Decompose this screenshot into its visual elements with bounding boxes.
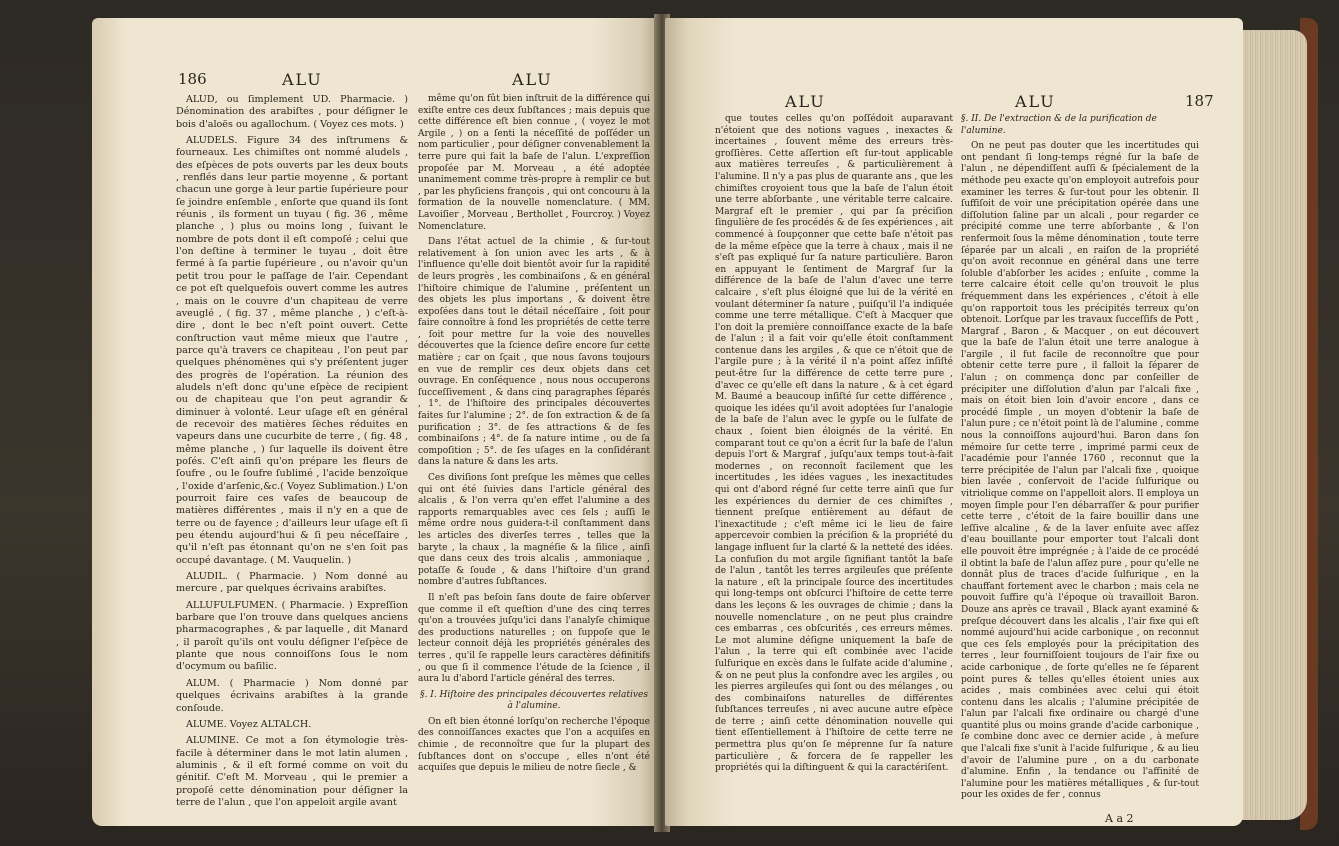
dictionary-entry bbox=[176, 571, 408, 596]
paragraph: même qu'on fût bien inſtruit de la différence qui exiſte entre ces deux ſubſtances ; mais depuis que cette différence eſt bien connue , ( voyez le mot Argile , ) on a ſenti la néceſſité de poſſéder un nom particulier , pour déſigner convenablement la terre pure qui fait la baſe de l'alun. L'expreſſion propoſée par M. Morveau , a été adoptée unanimement comme très-propre à remplir ce but , par les phyſiciens françois , qui ont concouru à la formation de la nouvelle nomenclature. ( MM. Lavoiſier , Morveau , Berthollet , Fourcroy. ) Voyez Nomenclature. bbox=[418, 94, 650, 232]
dictionary-entry bbox=[176, 678, 408, 715]
entry-text: , ou ſimplement UD. Pharmacie. ) Dénomination des arabiſtes , pour déſigner le bois d'aloës ou agallochum. ( Voyez ces mots. ) bbox=[176, 94, 408, 130]
entry-headword: ALUDIL bbox=[186, 571, 225, 583]
paragraph: Ces diviſions ſont preſque les mêmes que celles qui ont été ſuivies dans l'article général des alcalis , & l'on verra qu'en effet l'alumine a des rapports remarquables avec ces ſels ; auſſi le même ordre nous guidera-t-il conſtamment dans les articles des diverſes terres , telles que la baryte , la chaux , la magnéſie & la ſilice , ainſi que dans ceux des trois alcalis , ammoniaque , potaſſe & ſoude , & dans l'hiſtoire d'un grand nombre d'autres ſubſtances. bbox=[418, 473, 650, 588]
running-head: ALU bbox=[1015, 92, 1056, 111]
dictionary-entry bbox=[176, 135, 408, 567]
signature-mark: A a 2 bbox=[1105, 812, 1134, 825]
entry-headword: ALUDELS bbox=[186, 135, 235, 147]
entry-headword: ALUM bbox=[186, 677, 217, 689]
running-head: ALU bbox=[512, 70, 553, 89]
text-column bbox=[715, 114, 953, 779]
right-page bbox=[665, 18, 1243, 826]
paragraph: que toutes celles qu'on poſſédoit auparavant n'étoient que des notions vagues , inexactes & incertaines , ſouvent même des erreurs très-groſſières. Cette aſſertion eſt ſur-tout applicable aux matières terreuſes , & particulièrement à l'alumine. Il n'y a pas plus de quarante ans , que les chimiſtes croyoient tous que la baſe de l'alun étoit une terre abſorbante , une véritable terre calcaire. Margraf eſt le premier , qui par ſa préciſion ſingulière de ſes procédés & de ſes expériences , ait commencé à ſoupçonner que cette baſe n'étoit pas de la même eſpèce que la terre à chaux , mais il ne s'eſt pas expliqué ſur ſa nature particulière. Baron en appuyant le ſentiment de Margraf ſur la différence de la baſe de l'alun d'avec une terre calcaire , s'eſt plus éloigné que lui de la vérité en voulant déterminer ſa nature , puiſqu'il l'a indiquée comme une terre métallique. C'eſt à Macquer que l'on doit la première connoiſſance exacte de la baſe de l'alun ; il a fait voir qu'elle étoit conſtamment contenue dans les argiles , & que ce n'étoit que de l'argile pure ; à la vérité il n'a point aſſez inſiſté peut-être ſur la différence de cette terre pure , d'avec ce qu'elle eſt dans la nature , & à cet égard M. Baumé a beaucoup inſiſté ſur cette différence , quoique les idées qu'il avoit adoptées ſur l'analogie de la baſe de l'alun avec le gypſe ou le ſulfate de chaux , ſoient bien éloignés de la vérité. En comparant tout ce qu'on a écrit ſur la baſe de l'alun depuis l'ort & Margraf , juſqu'aux temps tout-à-fait modernes , on reconnoît facilement que les incertitudes , les idées vagues , les inexactitudes qui ont d'abord régné ſur cette terre ainſi que ſur les expériences du dernier de ces chimiſtes , tiennent preſque entièrement au défaut de l'inexactitude ; c'eſt même ici le lieu de faire appercevoir combien la préciſion & la propriété du langage influent ſur la clarté & la netteté des idées. La confuſion du mot argile ſignifiant tantôt la baſe de l'alun , tantôt les terres argileuſes que préſente la nature , eſt la principale ſource des incertitudes qui long-temps ont obſcurci l'hiſtoire de cette terre dans les leçons & les ouvrages de chimie ; dans la nouvelle nomenclature , on ne peut plus craindre ces embarras , ces obſcurités , ces erreurs mêmes. Le mot alumine déſigne uniquement la baſe de l'alun , la terre qui eſt combinée avec l'acide ſulfurique en excès dans le ſulfate acide d'alumine , & on ne peut plus la confondre avec les argiles , ou les pierres argileuſes qui ſont ou des mélanges , ou des combinaiſons naturelles de différentes ſubſtances terreuſes , ni avec aucune autre eſpèce de terre ; ainſi cette dénomination nouvelle qui tient eſſentiellement à l'hiſtoire de cette terre ne permettra plus qu'on ſe méprenne ſur ſa nature particulière , & forcera de ſe rappeller les propriétés qui la diſtinguent & qui la caractériſent. bbox=[715, 114, 953, 774]
entry-headword: ALUMINE bbox=[186, 735, 236, 747]
entry-text: . ( Pharmacie. ) Nom donné au mercure , par quelques écrivains arabiſtes. bbox=[176, 571, 408, 595]
entry-headword: ALLUFULFUMEN bbox=[186, 599, 275, 611]
entry-headword: ALUME bbox=[186, 718, 224, 730]
page-number: 186 bbox=[178, 70, 207, 88]
dictionary-entry bbox=[176, 600, 408, 674]
paragraph: On eſt bien étonné lorſqu'on recherche l'époque des connoiſſances exactes que l'on a acquiſes en chimie , de reconnoître que ſur la plupart des ſubſtances dont on s'occupe , elles n'ont été acquiſes que depuis le milieu de notre ſiecle , & bbox=[418, 716, 650, 774]
page-number: 187 bbox=[1185, 92, 1214, 110]
running-head: ALU bbox=[785, 92, 826, 111]
text-column bbox=[176, 94, 408, 813]
entry-text: . Voyez ALTALCH. bbox=[223, 718, 312, 730]
left-page bbox=[92, 18, 658, 826]
entry-text: . ( Pharmacie. ) Expreſſion barbare que l'on trouve dans quelques anciens pharmacographes , & par laquelle , dit Manard , il paroît qu'ils ont voulu déſigner l'eſpèce de plante que nous connoiſſons ſous le nom d'ocymum ou baſilic. bbox=[176, 599, 408, 673]
text-column bbox=[961, 114, 1199, 806]
page-fore-edge bbox=[1241, 30, 1307, 820]
entry-text: . ( Pharmacie ) Nom donné par quelques écrivains arabiſtes à la grande conſoude. bbox=[176, 677, 408, 714]
text-column bbox=[418, 94, 650, 779]
entry-headword: ALUD bbox=[186, 94, 215, 105]
paragraph: Il n'eſt pas beſoin ſans doute de faire obſerver que comme il eſt queſtion d'une des cinq terres qu'on a trouvées juſqu'ici dans l'analyſe chimique des productions naturelles ; on ſuppoſe que le lecteur connoit déjà les propriétés générales des terres , qu'il ſe rappelle leurs caractères définitifs , ou que ſi il commence l'étude de la ſcience , il aura lu d'abord l'article général des terres. bbox=[418, 592, 650, 685]
paragraph: On ne peut pas douter que les incertitudes qui ont pendant ſi long-temps régné ſur la baſe de l'alun , ne dépendiſſent auſſi & ſpécialement de la méthode peu exacte qu'on employoit autrefois pour examiner les terres & ſur-tout pour les obtenir. Il ſuffiſoit de voir une précipitation opérée dans une diſſolution ſaline par un alcali , pour regarder ce précipité comme une terre abſorbante , & l'on renfermoit ſous la même dénomination , toute terre ſéparée par un alcali , en raiſon de la propriété qu'on avoit reconnue en général dans une terre ſoluble d'abſorber les acides ; enſuite , comme la terre calcaire étoit celle qu'on trouvoit le plus fréquemment dans les expériences , c'étoit à elle qu'on rapportoit tous les précipités terreux qu'on obtenoit. Lorſque par les travaux ſucceſſifs de Pott , Margraf , Baron , & Macquer , on eut découvert que la baſe de l'alun étoit une terre analogue à l'argile , il fut facile de reconnoître que pour obtenir cette terre pure , il falloit la ſéparer de l'alun ; on commença donc par conſeiller de précipiter une diſſolution d'alun par l'alcali fixe , mais on étoit bien loin d'avoir encore , dans ce procédé ſimple , un moyen d'obtenir la baſe de l'alun pure ; ce n'étoit point là de l'alumine , comme nous la connoiſſons aujourd'hui. Baron dans ſon mémoire ſur cette terre , imprimé parmi ceux de l'académie pour l'année 1760 , reconnut que la terre précipitée de l'alun par l'alcali fixe , quoique bien lavée , conſervoit de l'acide ſulfurique ou vitriolique comme on l'appelloit alors. Il employa un moyen ſimple pour l'en débarraſſer & pour purifier cette terre , c'étoit de la faire bouillir dans une leſſive alcaline , & de la laver enſuite avec aſſez d'eau bouillante pour emporter tout l'alcali dont elle pouvoit être imprégnée ; à l'aide de ce procédé il obtint la baſe de l'alun aſſez pure , pour qu'elle ne donnât plus de traces d'acide ſulfurique , en la chauffant fortement avec le charbon ; mais cela ne pouvoit ſuffire qu'à l'époque où travailloit Baron. Douze ans après ce travail , Black ayant examiné & preſque découvert dans les alcalis , l'air fixe qui eſt nommé aujourd'hui acide carbonique , on reconnut que ces ſels employés pour la précipitation des terres , leur fourniſſoient toujours de l'air fixe ou acide carbonique , de ſorte qu'elles ne ſe ſéparent point pures & telles qu'elles étoient unies aux acides , mais combinées avec celui qui étoit contenu dans les alcalis ; l'alumine précipitée de l'alun par l'alcali fixe ordinaire ou chargé d'une quantité plus ou moins grande d'acide carbonique , ſe combine donc avec ce dernier acide , à meſure que l'alcali fixe s'unit à l'acide ſulfurique , & au lieu d'avoir de l'alumine pure , on a du carbonate d'alumine. Enfin , la tendance ou l'affinité de l'alumine pour les matières métalliques , & ſur-tout pour les oxides de fer , connus bbox=[961, 141, 1199, 801]
section-heading: §. II. De l'extraction & de la purification de l'alumine. bbox=[961, 114, 1157, 136]
dictionary-entry bbox=[176, 94, 408, 131]
dictionary-entry bbox=[176, 735, 408, 809]
paragraph: Dans l'état actuel de la chimie , & ſur-tout relativement à ſon union avec les arts , & à l'influence qu'elle doit bientôt avoir ſur la rapidité de leurs progrès , les combinaiſons , & en général l'hiſtoire chimique de l'alumine , préſentent un des objets les plus importans , & doivent être expoſées dans tout le détail néceſſaire , ſoit pour faire connoître à fond les propriétés de cette terre , ſoit pour mettre ſur la voie des nouvelles découvertes que la ſcience deſire encore ſur cette matière ; car on ſçait , que nous ſavons toujours en vue de remplir ces deux objets dans cet ouvrage. En conſéquence , nous nous occuperons ſucceſſivement , & dans cinq paragraphes ſéparés , 1°. de l'hiſtoire des principales découvertes faites ſur l'alumine ; 2°. de ſon extraction & de ſa purification ; 3°. de ſes attractions & de ſes combinaiſons ; 4°. de ſa nature intime , ou de ſa compoſition ; 5°. de ſes uſages en la conſidérant dans la nature & dans les arts. bbox=[418, 237, 650, 468]
entry-text: . Ce mot a ſon étymologie très-facile à déterminer dans le mot latin alumen , aluminis , & il eſt formé comme on voit du génitif. C'eſt M. Morveau , qui le premier a propoſé cette dénomination pour déſigner la terre de l'alun , que l'on appeloit argile avant bbox=[176, 735, 408, 808]
section-heading: §. I. Hiſtoire des principales découvertes relatives à l'alumine. bbox=[420, 689, 648, 712]
running-head: ALU bbox=[282, 70, 323, 89]
dictionary-entry bbox=[176, 719, 408, 731]
entry-text: . Figure 34 des inſtrumens & fourneaux. Les chimiſtes ont nommé aludels , des eſpèces de pots ouverts par les deux bouts , renflés dans leur partie moyenne , & portant chacun une gorge à leur partie ſupérieure pour ſe joindre enſemble , enſorte que quand ils ſont réunis , ils forment un tuyau ( fig. 36 , même planche , ) plus ou moins long , ſuivant le nombre de pots dont il eſt compoſé ; celui que l'on deſtine à terminer le tuyau , doit être fermé à ſa partie ſupérieure , ou n'avoir qu'un petit trou pour le paſſage de l'air. Cependant ce pot eſt quelquefois ouvert comme les autres , mais on le couvre d'un chapiteau de verre aveuglé , ( fig. 37 , même planche , ) c'eſt-à-dire , dont le bec n'eſt point ouvert. Cette conſtruction vaut même mieux que l'autre , parce qu'à travers ce chapiteau , l'on peut par quelques phénomènes qui s'y préſentent juger des progrès de l'opération. La réunion des aludels n'eſt donc qu'une eſpèce de recipient ou de chapiteau que l'on peut agrandir & diminuer à volonté. Leur uſage eſt en général de recevoir des matières ſèches réduites en vapeurs dans une cucurbite de terre , ( fig. 48 , même planche , ) ſur laquelle ils doivent être poſés. C'eſt ainſi qu'on prépare les fleurs de ſoufre , ou le ſoufre ſublimé , l'acide benzoïque , l'oxide d'arſenic,&c.( Voyez Sublimation.) L'on pourroit faire ces vaſes de beaucoup de matières différentes , mais il n'y en a que de terre ou de fayence ; d'ailleurs leur uſage eſt ſi peu étendu aujourd'hui & ſi peu néceſſaire , qu'il n'eſt pas étonnant qu'on ne s'en ſoit pas occupé davantage. ( M. Vauquelin. ) bbox=[176, 135, 408, 566]
